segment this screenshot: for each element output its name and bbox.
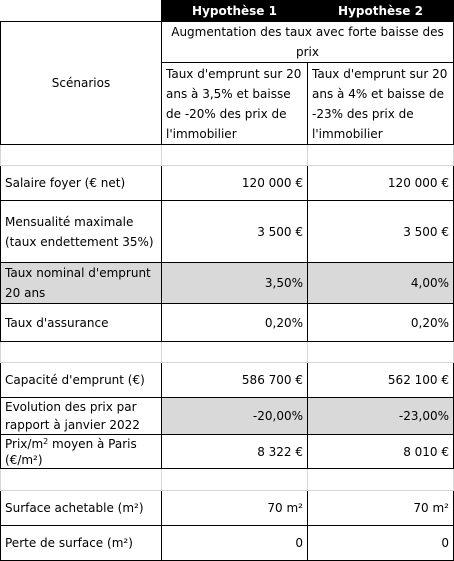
taux-assurance-h1[interactable]: 0,20% [162,304,308,342]
prix-m2-label[interactable] [1,435,162,469]
taux-nominal-label[interactable]: Taux nominal d'emprunt 20 ans [1,263,162,304]
prix-m2-h2[interactable]: 8 010 € [308,435,454,469]
capacite-label[interactable]: Capacité d'emprunt (€) [1,363,162,398]
empty-cell[interactable] [1,469,162,491]
taux-nominal-h1[interactable]: 3,50% [162,263,308,304]
mensualite-row [1,201,454,263]
spacer-row [1,342,454,363]
prix-m2-label-sup: 2 [43,436,49,446]
taux-assurance-label[interactable]: Taux d'assurance [1,304,162,342]
salaire-label[interactable]: Salaire foyer (€ net) [1,166,162,201]
salaire-h2[interactable]: 120 000 € [308,166,454,201]
surface-h2[interactable]: 70 m² [308,491,454,526]
empty-cell[interactable] [1,342,162,363]
mensualite-h2[interactable]: 3 500 € [308,201,454,263]
mensualite-label[interactable]: Mensualité maximale (taux endettement 35%) [1,201,162,263]
salaire-row [1,166,454,201]
prix-m2-h1[interactable]: 8 322 € [162,435,308,469]
prix-m2-row [1,435,454,469]
capacite-h1[interactable]: 586 700 € [162,363,308,398]
hypothesis-2-description[interactable]: Taux d'emprunt sur 20 ans à 4% et baisse de -23% des prix de l'immobilier [308,63,454,145]
salaire-h1[interactable]: 120 000 € [162,166,308,201]
prix-m2-label-text: moyen à Paris (€/m²) [5,436,137,467]
perte-h1[interactable]: 0 [162,526,308,561]
spacer-row [1,469,454,491]
empty-cell[interactable] [1,145,162,166]
hypothesis-2-header[interactable]: Hypothèse 2 [308,1,454,22]
evolution-h2[interactable]: -23,00% [308,398,454,435]
capacite-row [1,363,454,398]
surface-label[interactable]: Surface achetable (m²) [1,491,162,526]
taux-assurance-h2[interactable]: 0,20% [308,304,454,342]
empty-cell[interactable] [162,342,308,363]
mensualite-h1[interactable]: 3 500 € [162,201,308,263]
empty-cell[interactable] [162,469,308,491]
prix-m2-label-text: Prix/m [5,436,44,451]
taux-nominal-h2[interactable]: 4,00% [308,263,454,304]
evolution-h1[interactable]: -20,00% [162,398,308,435]
evolution-label[interactable]: Evolution des prix par rapport à janvier 2022 [1,398,162,435]
hypothesis-1-header[interactable]: Hypothèse 1 [162,1,308,22]
surface-row [1,491,454,526]
empty-cell[interactable] [162,145,308,166]
header-empty-cell[interactable] [1,1,162,22]
hypothesis-1-description[interactable]: Taux d'emprunt sur 20 ans à 3,5% et baisse de -20% des prix de l'immobilier [162,63,308,145]
surface-h1[interactable]: 70 m² [162,491,308,526]
empty-cell[interactable] [308,342,454,363]
header-row [1,1,454,22]
perte-h2[interactable]: 0 [308,526,454,561]
scenarios-label[interactable]: Scénarios [1,22,162,145]
scenario-title-row [1,22,454,63]
empty-cell[interactable] [308,469,454,491]
evolution-row [1,398,454,435]
taux-assurance-row [1,304,454,342]
scenario-title[interactable]: Augmentation des taux avec forte baisse des prix [162,22,454,63]
spacer-row [1,145,454,166]
empty-cell[interactable] [308,145,454,166]
perte-label[interactable]: Perte de surface (m²) [1,526,162,561]
taux-nominal-row [1,263,454,304]
capacite-h2[interactable]: 562 100 € [308,363,454,398]
perte-row [1,526,454,561]
